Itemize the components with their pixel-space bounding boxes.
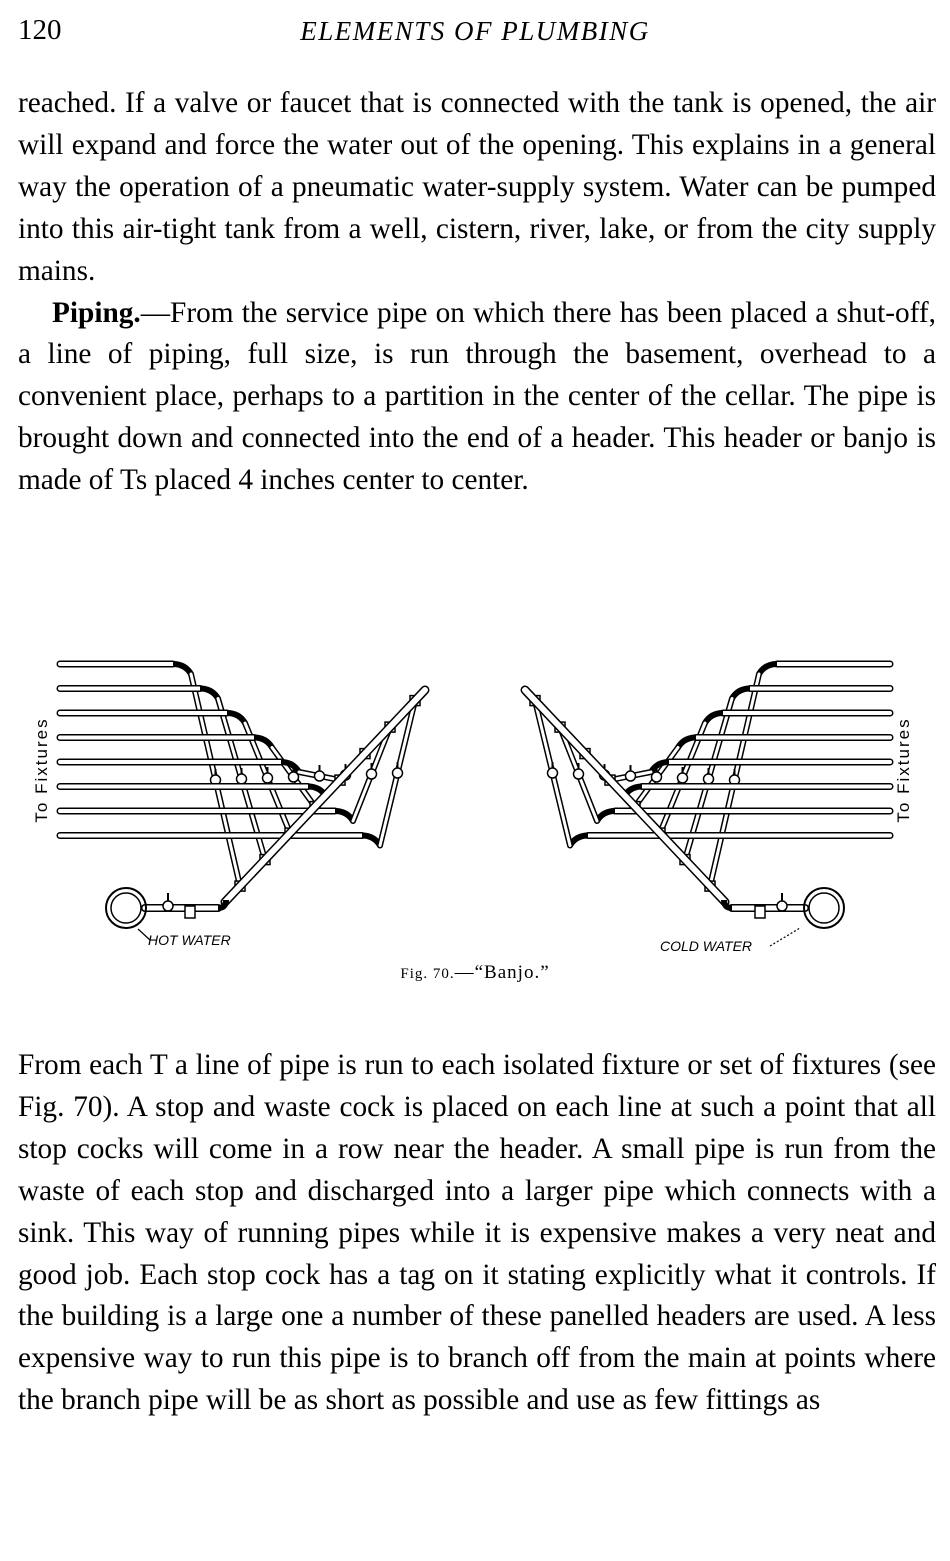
page-header — [18, 14, 932, 54]
piping-body-text: —From the service pipe on which there has been placed a shut-off, a line of piping, full size, is run through the basement, overhead to a convenient place, perhaps to a partition in the center of the cellar. The pipe is brought down and connected into the end of a header. This header or banjo is made of Ts placed 4 inches center to center. — [18, 296, 936, 497]
cold-stop-cock-7 — [574, 769, 584, 779]
hot-drain-fitting — [185, 906, 195, 918]
hot-stop-cock-2 — [237, 774, 247, 784]
cold-elbow-1 — [759, 664, 777, 674]
running-head: ELEMENTS OF PLUMBING — [300, 16, 650, 46]
hot-stop-cock-3 — [263, 773, 273, 783]
cold-tank-inner — [809, 893, 839, 923]
hot-water-header-drawing — [60, 664, 425, 928]
hot-elbow-1 — [173, 664, 191, 674]
paragraph-piping — [18, 293, 936, 503]
hot-tank-inner — [111, 893, 141, 923]
hot-main-valve — [163, 901, 173, 911]
cold-elbow-3 — [705, 713, 723, 723]
hot-elbow-7 — [335, 811, 353, 821]
right-to-fixtures-label: To Fixtures — [894, 717, 913, 823]
hot-stop-cock-7 — [367, 769, 377, 779]
banjo-illustration — [0, 640, 950, 960]
top-text-block — [18, 83, 936, 502]
hot-elbow-3 — [227, 713, 245, 723]
hot-stop-cock-8 — [393, 768, 403, 778]
paragraph-tee-lines: From each T a line of pipe is run to each isolated fixture or set of fixtures (see Fig. 70). A stop and waste cock is placed on each line at such a point that all stop cocks will come in a row near the header. A small pipe is run from the waste of each stop and discharged into a larger pipe which connects with a sink. This way of running pipes while it is expensive makes a very neat and good job. Each stop cock has a tag on it stating explicitly what it controls. If the building is a large one a number of these panelled headers are used. A less expensive way to run this pipe is to branch off from the main at points where the branch pipe will be as short as possible and use as few fittings as — [18, 1049, 936, 1417]
bottom-text-block — [18, 1045, 936, 1422]
figure-title: —“Banjo.” — [454, 962, 550, 983]
cold-water-leader-line — [770, 928, 800, 946]
hot-stop-cock-5 — [315, 771, 325, 781]
hot-elbow-2 — [200, 689, 218, 699]
figure-number: Fig. 70. — [400, 966, 455, 982]
figure-caption — [0, 962, 950, 984]
cold-stop-cock-3 — [678, 773, 688, 783]
cold-elbow-2 — [732, 689, 750, 699]
hot-tank-outer — [106, 888, 146, 928]
cold-drain-fitting — [755, 906, 765, 918]
cold-water-label: COLD WATER — [660, 938, 753, 954]
cold-elbow-7 — [597, 811, 615, 821]
hot-water-label: HOT WATER — [148, 932, 231, 948]
cold-stop-cock-2 — [704, 774, 714, 784]
cold-stop-cock-8 — [548, 768, 558, 778]
page-number: 120 — [18, 14, 62, 46]
cold-stop-cock-5 — [626, 771, 636, 781]
cold-water-header-drawing — [525, 664, 890, 928]
left-to-fixtures-label: To Fixtures — [32, 717, 51, 823]
figure-banjo — [0, 640, 950, 1000]
paragraph-tank: reached. If a valve or faucet that is connected with the tank is opened, the air will expand and force the water out of the opening. This explains in a general way the operation of a pneumatic water-supply system. Water can be pumped into this air-tight tank from a well, cistern, river, lake, or from the city supply mains. — [18, 87, 936, 287]
cold-tank-outer — [804, 888, 844, 928]
section-heading-piping: Piping. — [52, 296, 141, 329]
cold-main-valve — [777, 901, 787, 911]
